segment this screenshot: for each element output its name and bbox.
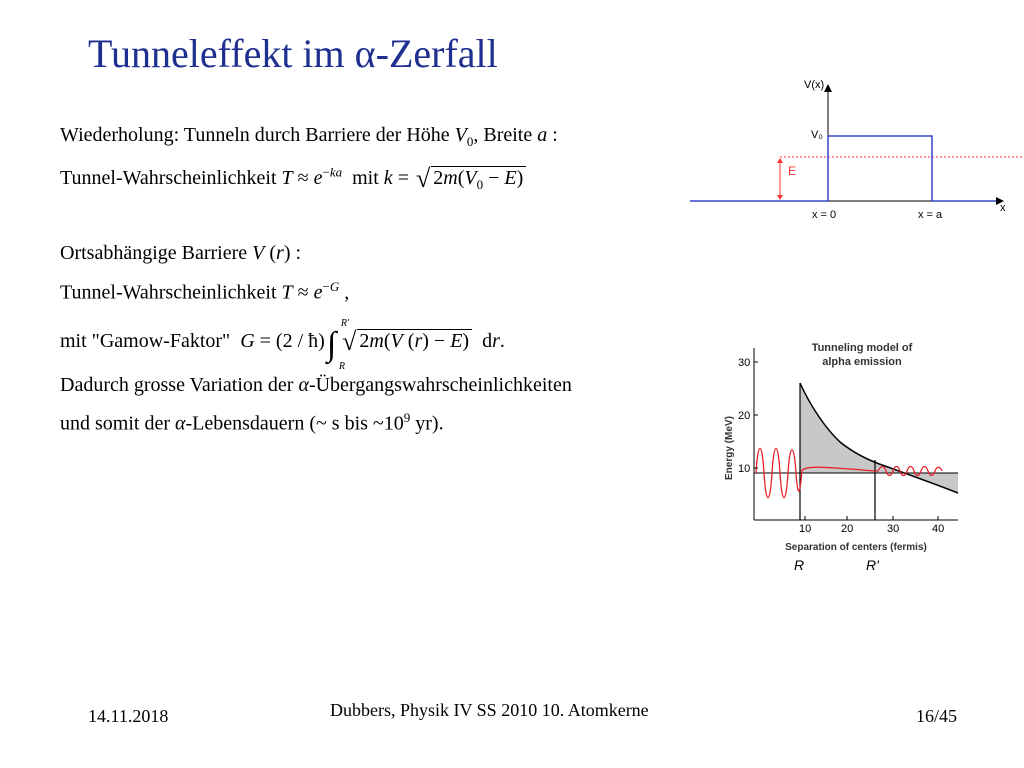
tunnel-prob-g-label: Tunnel-Wahrscheinlichkeit	[60, 281, 282, 304]
text-line-recap: Wiederholung: Tunneln durch Barriere der Höhe $V_0$, Breite a :	[60, 124, 558, 149]
alpha-title-line1: Tunneling model of	[811, 342, 913, 354]
barrier-diagram	[680, 70, 1024, 230]
x-tick-20: 20	[841, 523, 854, 535]
text-line-variation: Dadurch grosse Variation der α-Übergangswahrscheinlichkeiten	[60, 374, 572, 396]
footer-date: 14.11.2018	[88, 706, 169, 726]
lifetimes-text: und somit der	[60, 412, 175, 435]
e-label: E	[788, 164, 797, 178]
footer-page-number: 16/45	[916, 706, 958, 726]
text-line-position-barrier: Ortsabhängige Barriere V (r) :	[60, 242, 302, 264]
x0-label: x = 0	[812, 209, 837, 221]
vx-label: V(x)	[804, 79, 825, 91]
slide-title: Tunneleffekt im α-Zerfall	[88, 31, 498, 76]
y-tick-10: 10	[738, 463, 751, 475]
gamow-label: mit "Gamow-Faktor"	[60, 330, 236, 352]
y-tick-20: 20	[738, 410, 751, 422]
alpha-title-line2: alpha emission	[822, 356, 902, 368]
barrier-region	[800, 383, 958, 493]
xa-label: x = a	[918, 209, 943, 221]
variation-text: Dadurch grosse Variation der	[60, 374, 299, 396]
x-tick-10: 10	[799, 523, 812, 535]
x-tick-40: 40	[932, 523, 945, 535]
text-line-gamow: mit "Gamow-Faktor" G = (2 / ħ)∫ R' R √ 2m(V (r) − E) dr.	[60, 318, 505, 372]
text-line-lifetimes: und somit der α-Lebensdauern (~ s bis $\sim 10^9$ yr).	[60, 410, 444, 435]
text-line-tunnel-prob-g: Tunnel-Wahrscheinlichkeit $T \approx e^{-G}$ ,	[60, 279, 350, 304]
text-line-tunnel-prob: Tunnel-Wahrscheinlichkeit $T \approx e^{-ka}$ mit k = √ $2m(V_0 - E)$	[60, 164, 526, 194]
footer-source: Dubbers, Physik IV SS 2010 10. Atomkerne	[330, 700, 649, 720]
x-axis-label: x	[1000, 202, 1006, 214]
alpha-ylabel: Energy (MeV)	[724, 416, 735, 480]
position-barrier-label: Ortsabhängige Barriere	[60, 242, 253, 264]
x-tick-30: 30	[887, 523, 900, 535]
barrier-shape	[690, 136, 996, 201]
alpha-emission-figure	[710, 330, 970, 580]
r-label: R	[794, 557, 805, 573]
v0-label: V₀	[811, 129, 823, 141]
mit-label: mit	[352, 167, 379, 189]
tunnel-prob-label: Tunnel-Wahrscheinlichkeit	[60, 167, 282, 189]
rprime-label: R'	[866, 557, 879, 573]
y-tick-30: 30	[738, 357, 751, 369]
alpha-xlabel: Separation of centers (fermis)	[785, 542, 927, 553]
recap-text: Wiederholung: Tunneln durch Barriere der Höhe	[60, 124, 455, 146]
recap-width-text: , Breite	[473, 124, 538, 146]
y-axis-arrow	[824, 84, 832, 92]
